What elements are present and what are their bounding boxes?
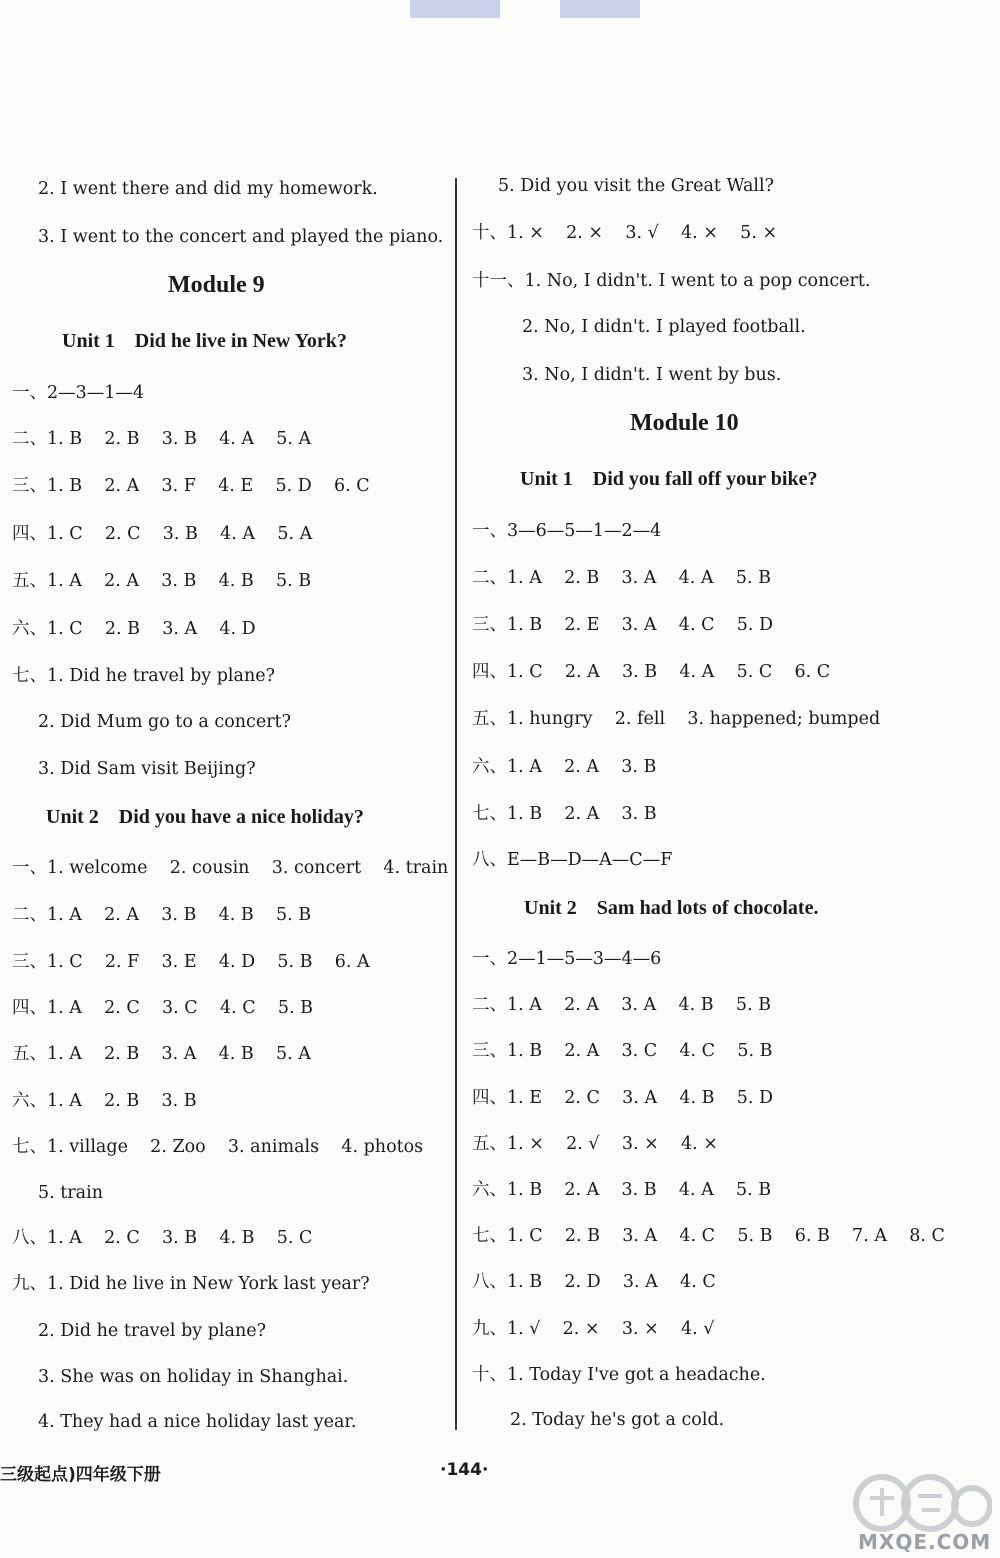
answer-line: 2. Did he travel by plane? <box>38 1321 266 1341</box>
answer-line: 三、1. C 2. F 3. E 4. D 5. B 6. A <box>12 952 370 972</box>
answer-line: 3. I went to the concert and played the piano. <box>38 227 444 247</box>
answer-line: 2. I went there and did my homework. <box>38 179 378 199</box>
answer-line: 七、1. C 2. B 3. A 4. C 5. B 6. B 7. A 8. C <box>472 1226 945 1246</box>
answer-line: 六、1. A 2. A 3. B <box>472 757 657 777</box>
answer-line: 九、1. Did he live in New York last year? <box>12 1274 370 1294</box>
answer-line: 2. Did Mum go to a concert? <box>38 712 291 732</box>
answer-line: 二、1. B 2. B 3. B 4. A 5. A <box>12 429 312 449</box>
answer-line: 八、1. A 2. C 3. B 4. B 5. C <box>12 1228 313 1248</box>
answer-line: 三、1. B 2. E 3. A 4. C 5. D <box>472 615 773 635</box>
page-number: ·144· <box>440 1460 489 1480</box>
answer-line: 一、2—1—5—3—4—6 <box>472 949 662 969</box>
answer-line: 三、1. B 2. A 3. F 4. E 5. D 6. C <box>12 476 370 496</box>
answer-line: 七、1. B 2. A 3. B <box>472 804 657 824</box>
module-title: Module 10 <box>630 410 739 436</box>
answer-line: 十、1. × 2. × 3. √ 4. × 5. × <box>472 223 778 243</box>
answer-line: 八、1. B 2. D 3. A 4. C <box>472 1272 716 1292</box>
answer-line: 六、1. C 2. B 3. A 4. D <box>12 619 256 639</box>
answer-line: 五、1. A 2. A 3. B 4. B 5. B <box>12 571 312 591</box>
answer-line: 一、2—3—1—4 <box>12 383 145 403</box>
answer-line: 一、1. welcome 2. cousin 3. concert 4. train <box>12 858 449 878</box>
answer-line: 五、1. A 2. B 3. A 4. B 5. A <box>12 1044 311 1064</box>
answer-line: 四、1. C 2. A 3. B 4. A 5. C 6. C <box>472 662 831 682</box>
answer-line: 七、1. village 2. Zoo 3. animals 4. photos <box>12 1137 424 1157</box>
answer-line: 5. Did you visit the Great Wall? <box>498 176 774 196</box>
answer-line: 3. No, I didn't. I went by bus. <box>522 365 782 385</box>
book-title-footer: 三级起点)四年级下册 <box>0 1465 161 1485</box>
answer-line: 十、1. Today I've got a headache. <box>472 1365 766 1385</box>
answer-line: 一、3—6—5—1—2—4 <box>472 521 662 541</box>
column-divider <box>455 178 457 1430</box>
answer-line: 二、1. A 2. A 3. B 4. B 5. B <box>12 905 312 925</box>
answer-line: 八、E—B—D—A—C—F <box>472 850 673 870</box>
answer-line: 四、1. E 2. C 3. A 4. B 5. D <box>472 1088 773 1108</box>
answer-line: 五、1. × 2. √ 3. × 4. × <box>472 1134 718 1154</box>
answer-line: 十一、1. No, I didn't. I went to a pop concert. <box>472 271 871 291</box>
unit-title: Unit 2 Did you have a nice holiday? <box>46 806 364 828</box>
scan-band <box>410 0 500 18</box>
answer-line: 5. train <box>38 1183 103 1203</box>
module-title: Module 9 <box>168 272 265 298</box>
answer-line: 六、1. B 2. A 3. B 4. A 5. B <box>472 1180 772 1200</box>
answer-line: 六、1. A 2. B 3. B <box>12 1091 197 1111</box>
answer-line: 五、1. hungry 2. fell 3. happened; bumped <box>472 709 881 729</box>
answer-line: 四、1. C 2. C 3. B 4. A 5. A <box>12 524 313 544</box>
answer-line: 3. She was on holiday in Shanghai. <box>38 1367 349 1387</box>
answer-line: 4. They had a nice holiday last year. <box>38 1412 357 1432</box>
answer-line: 四、1. A 2. C 3. C 4. C 5. B <box>12 998 313 1018</box>
answer-line: 七、1. Did he travel by plane? <box>12 666 275 686</box>
answer-line: 2. No, I didn't. I played football. <box>522 317 806 337</box>
watermark-text: MXQE.COM <box>858 1530 992 1554</box>
unit-title: Unit 1 Did you fall off your bike? <box>520 468 818 490</box>
answer-line: 3. Did Sam visit Beijing? <box>38 759 256 779</box>
answer-line: 九、1. √ 2. × 3. × 4. √ <box>472 1319 715 1339</box>
answer-line: 二、1. A 2. A 3. A 4. B 5. B <box>472 995 771 1015</box>
answer-line: 2. Today he's got a cold. <box>510 1410 725 1430</box>
unit-title: Unit 2 Sam had lots of chocolate. <box>524 897 819 919</box>
unit-title: Unit 1 Did he live in New York? <box>62 330 347 352</box>
answer-line: 二、1. A 2. B 3. A 4. A 5. B <box>472 568 771 588</box>
answer-line: 三、1. B 2. A 3. C 4. C 5. B <box>472 1041 773 1061</box>
scan-band <box>560 0 640 18</box>
